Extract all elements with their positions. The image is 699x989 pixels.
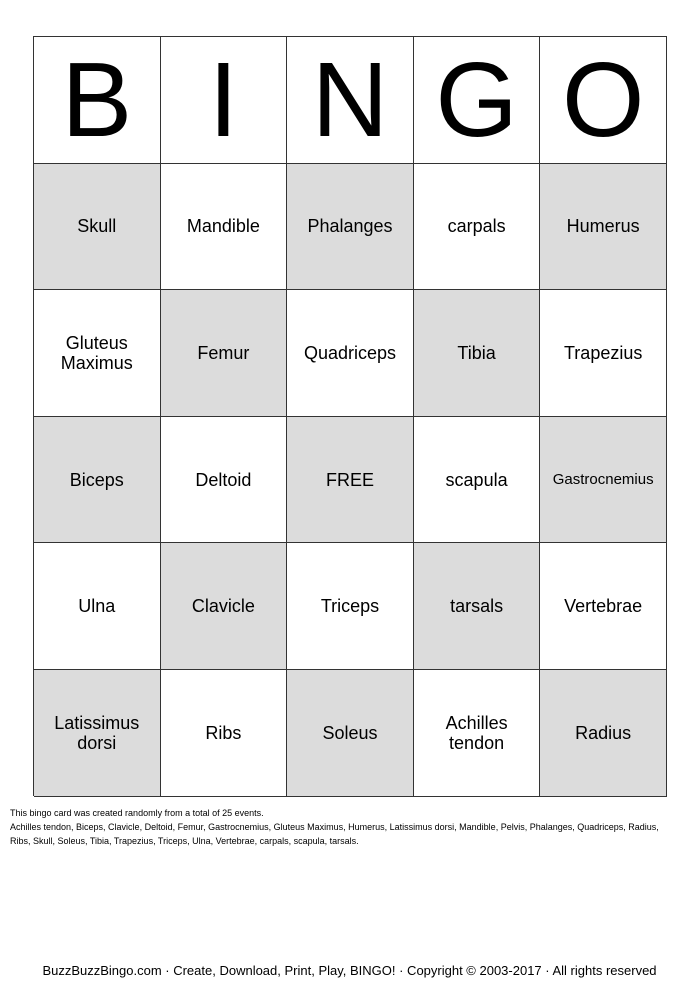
free-space-cell: FREE: [287, 417, 414, 544]
footer-copyright: BuzzBuzzBingo.com · Create, Download, Print, Play, BINGO! · Copyright © 2003-2017 · All rights reserved: [42, 963, 657, 978]
header-letter-b: B: [34, 37, 161, 164]
bingo-cell: Latissimus dorsi: [34, 670, 161, 797]
header-letter-i: I: [161, 37, 288, 164]
bingo-cell: Radius: [540, 670, 667, 797]
bingo-cell: Humerus: [540, 164, 667, 291]
bingo-cell: Soleus: [287, 670, 414, 797]
bingo-card: [33, 36, 667, 796]
info-line-events: Achilles tendon, Biceps, Clavicle, Deltoid, Femur, Gastrocnemius, Gluteus Maximus, Humerus, Latissimus dorsi, Mandible, Pelvis, Phalanges, Quadriceps, Radius,: [10, 822, 659, 832]
info-line-events-continued: Ribs, Skull, Soleus, Tibia, Trapezius, Triceps, Ulna, Vertebrae, carpals, scapula, tarsals.: [10, 836, 359, 846]
bingo-cell: Phalanges: [287, 164, 414, 291]
bingo-row-4: [34, 543, 667, 670]
bingo-cell: Triceps: [287, 543, 414, 670]
header-row: [34, 37, 667, 164]
bingo-cell: Gluteus Maximus: [34, 290, 161, 417]
info-line-summary: This bingo card was created randomly from a total of 25 events.: [10, 808, 264, 818]
bingo-cell: Achilles tendon: [414, 670, 541, 797]
header-letter-g: G: [414, 37, 541, 164]
bingo-cell: Biceps: [34, 417, 161, 544]
card-info-text: [10, 806, 692, 848]
bingo-cell: Femur: [161, 290, 288, 417]
bingo-cell: Skull: [34, 164, 161, 291]
bingo-row-2: [34, 290, 667, 417]
bingo-cell: Trapezius: [540, 290, 667, 417]
bingo-cell: Clavicle: [161, 543, 288, 670]
bingo-cell: carpals: [414, 164, 541, 291]
bingo-cell: Deltoid: [161, 417, 288, 544]
header-letter-n: N: [287, 37, 414, 164]
bingo-cell: tarsals: [414, 543, 541, 670]
bingo-cell: scapula: [414, 417, 541, 544]
bingo-row-1: [34, 164, 667, 291]
bingo-cell: Ulna: [34, 543, 161, 670]
bingo-cell: Tibia: [414, 290, 541, 417]
bingo-cell: Mandible: [161, 164, 288, 291]
bingo-row-3: [34, 417, 667, 544]
header-letter-o: O: [540, 37, 667, 164]
bingo-cell: Gastrocnemius: [540, 417, 667, 544]
bingo-row-5: [34, 670, 667, 797]
bingo-cell: Vertebrae: [540, 543, 667, 670]
bingo-cell: Quadriceps: [287, 290, 414, 417]
bingo-cell: Ribs: [161, 670, 288, 797]
